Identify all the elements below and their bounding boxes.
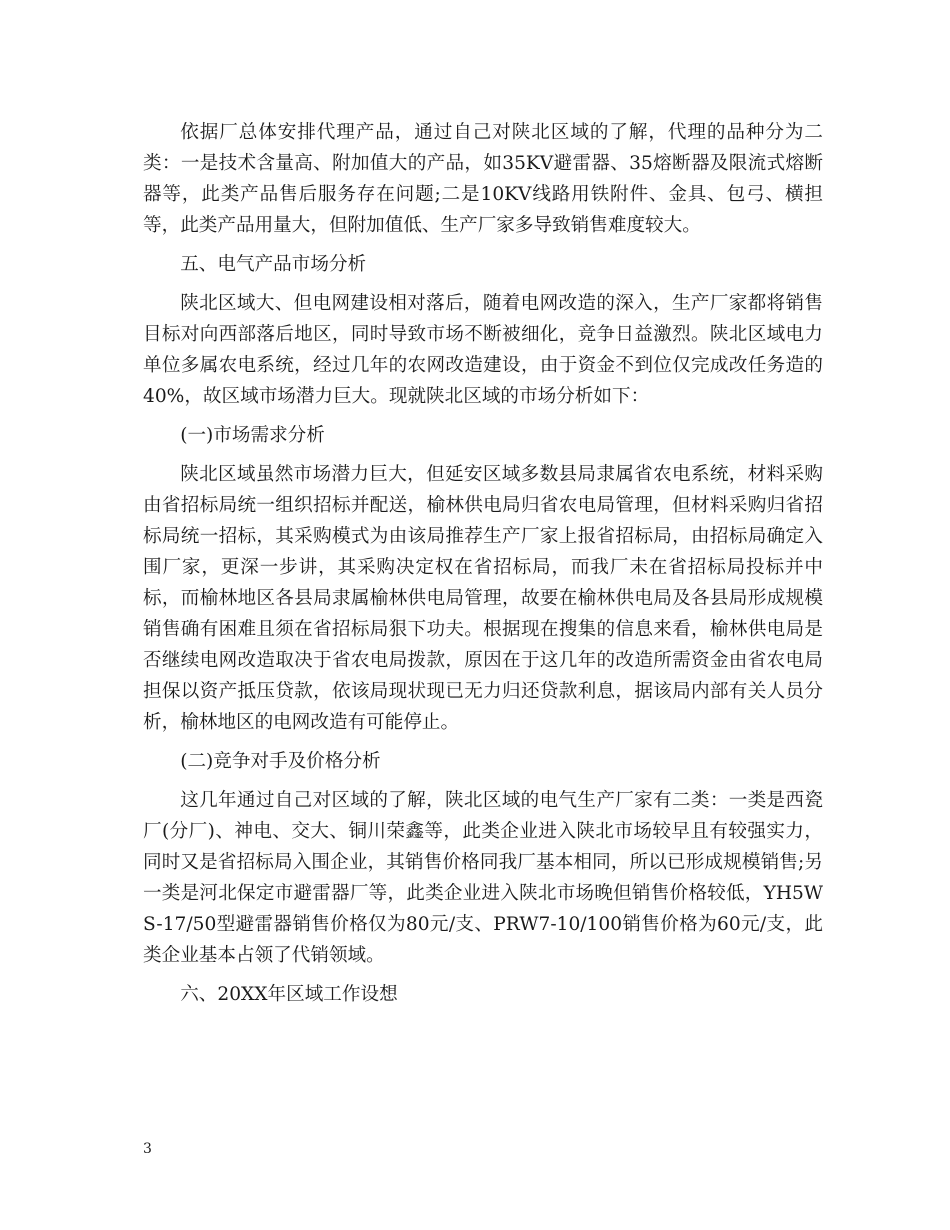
paragraph-competition-analysis: 这几年通过自己对区域的了解，陕北区域的电气生产厂家有二类：一类是西瓷厂(分厂)、神电、交大、铜川荣鑫等，此类企业进入陕北市场较早且有较强实力，同时又是省招标局入围企业，其销售价格同我厂基本相同，所以已形成规模销售;另一类是河北保定市避雷器厂等，此类企业进入陕北市场晚但销售价格较低，YH5WS-17/50型避雷器销售价格仅为80元/支、PRW7-10/100销售价格为60元/支，此类企业基本占领了代销领域。 (143, 790, 823, 966)
section-heading-market-analysis: 五、电气产品市场分析 (180, 254, 367, 275)
subsection-heading-competition: (二)竞争对手及价格分析 (180, 751, 381, 772)
paragraph-demand-analysis: 陕北区域虽然市场潜力巨大，但延安区域多数县局隶属省农电系统，材料采购由省招标局统一组织招标并配送，榆林供电局归省农电局管理，但材料采购归省招标局统一招标，其采购模式为由该局推荐生产厂家上报省招标局，由招标局确定入围厂家，更深一步讲，其采购决定权在省招标局，而我厂未在省招标局投标并中标，而榆林地区各县局隶属榆林供电局管理，故要在榆林供电局及各县局形成规模销售确有困难且须在省招标局狠下功夫。根据现在搜集的信息来看，榆林供电局是否继续电网改造取决于省农电局拨款，原因在于这几年的改造所需资金由省农电局担保以资产抵压贷款，依该局现状现已无力归还贷款利息，据该局内部有关人员分析，榆林地区的电网改造有可能停止。 (143, 464, 823, 733)
section-heading-work-plan: 六、20XX年区域工作设想 (180, 984, 398, 1005)
document-body (143, 117, 823, 1010)
paragraph-market-overview: 陕北区域大、但电网建设相对落后，随着电网改造的深入，生产厂家都将销售目标对向西部落后地区，同时导致市场不断被细化，竞争日益激烈。陕北区域电力单位多属农电系统，经过几年的农网改造建设，由于资金不到位仅完成改任务造的40%，故区域市场潜力巨大。现就陕北区域的市场分析如下： (143, 293, 823, 407)
paragraph-product-categories: 依据厂总体安排代理产品，通过自己对陕北区域的了解，代理的品种分为二类：一是技术含量高、附加值大的产品，如35KV避雷器、35熔断器及限流式熔断器等，此类产品售后服务存在问题;二是10KV线路用铁附件、金具、包弓、横担等，此类产品用量大，但附加值低、生产厂家多导致销售难度较大。 (143, 122, 823, 236)
page-number: 3 (143, 1141, 152, 1157)
subsection-heading-demand: (一)市场需求分析 (180, 425, 325, 446)
